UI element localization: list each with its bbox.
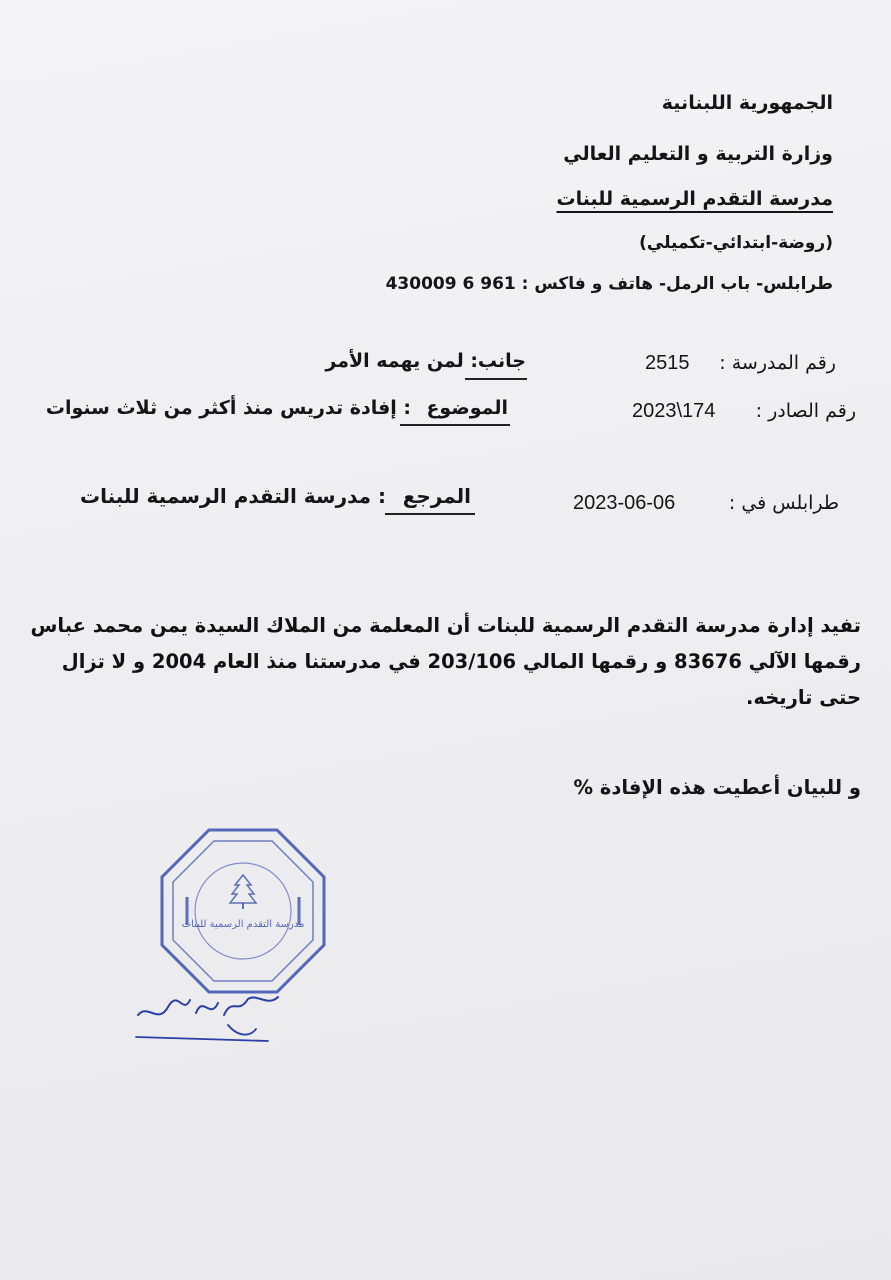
reference-value: : مدرسة التقدم الرسمية للبنات: [79, 484, 386, 508]
ministry-heading: وزارة التربية و التعليم العالي: [563, 143, 833, 165]
official-stamp: [157, 825, 329, 997]
closing-line: و للبيان أعطيت هذه الإفادة %: [573, 776, 861, 799]
to-underline: [465, 378, 527, 380]
school-levels: (روضة-ابتدائي-تكميلي): [639, 233, 833, 253]
date-label: طرابلس في :: [728, 492, 839, 514]
reference-underline: [385, 513, 475, 515]
reference-label: المرجع: [402, 484, 471, 508]
stamp-inner-text: مدرسة التقدم الرسمية للبنات: [181, 919, 305, 930]
school-number-label: رقم المدرسة :: [719, 352, 836, 374]
issue-number-label: رقم الصادر :: [755, 400, 856, 422]
subject-underline: [400, 424, 510, 426]
signature: [128, 985, 288, 1055]
certificate-paragraph: تفيد إدارة مدرسة التقدم الرسمية للبنات أن المعلمة من الملاك السيدة يمن محمد عباس رقمها الآلي 83676 و رقمها المالي 203/106 في مدرستنا منذ العام 2004 و لا تزال حتى تاريخه.: [30, 614, 861, 709]
republic-heading: الجمهورية اللبنانية: [661, 92, 833, 114]
issue-number-value: 2023\174: [632, 400, 716, 422]
school-address: طرابلس- باب الرمل- هاتف و فاكس : 961 6 430009: [385, 274, 833, 294]
subject-value: : إفادة تدريس منذ أكثر من ثلاث سنوات: [45, 397, 411, 419]
subject-label: الموضوع: [426, 397, 508, 419]
school-name-heading: مدرسة التقدم الرسمية للبنات: [556, 188, 833, 210]
to-label: جانب: [477, 350, 526, 372]
school-number-value: 2515: [645, 352, 690, 374]
to-value: : لمن يهمه الأمر: [325, 350, 478, 372]
date-value: 2023-06-06: [573, 492, 676, 514]
